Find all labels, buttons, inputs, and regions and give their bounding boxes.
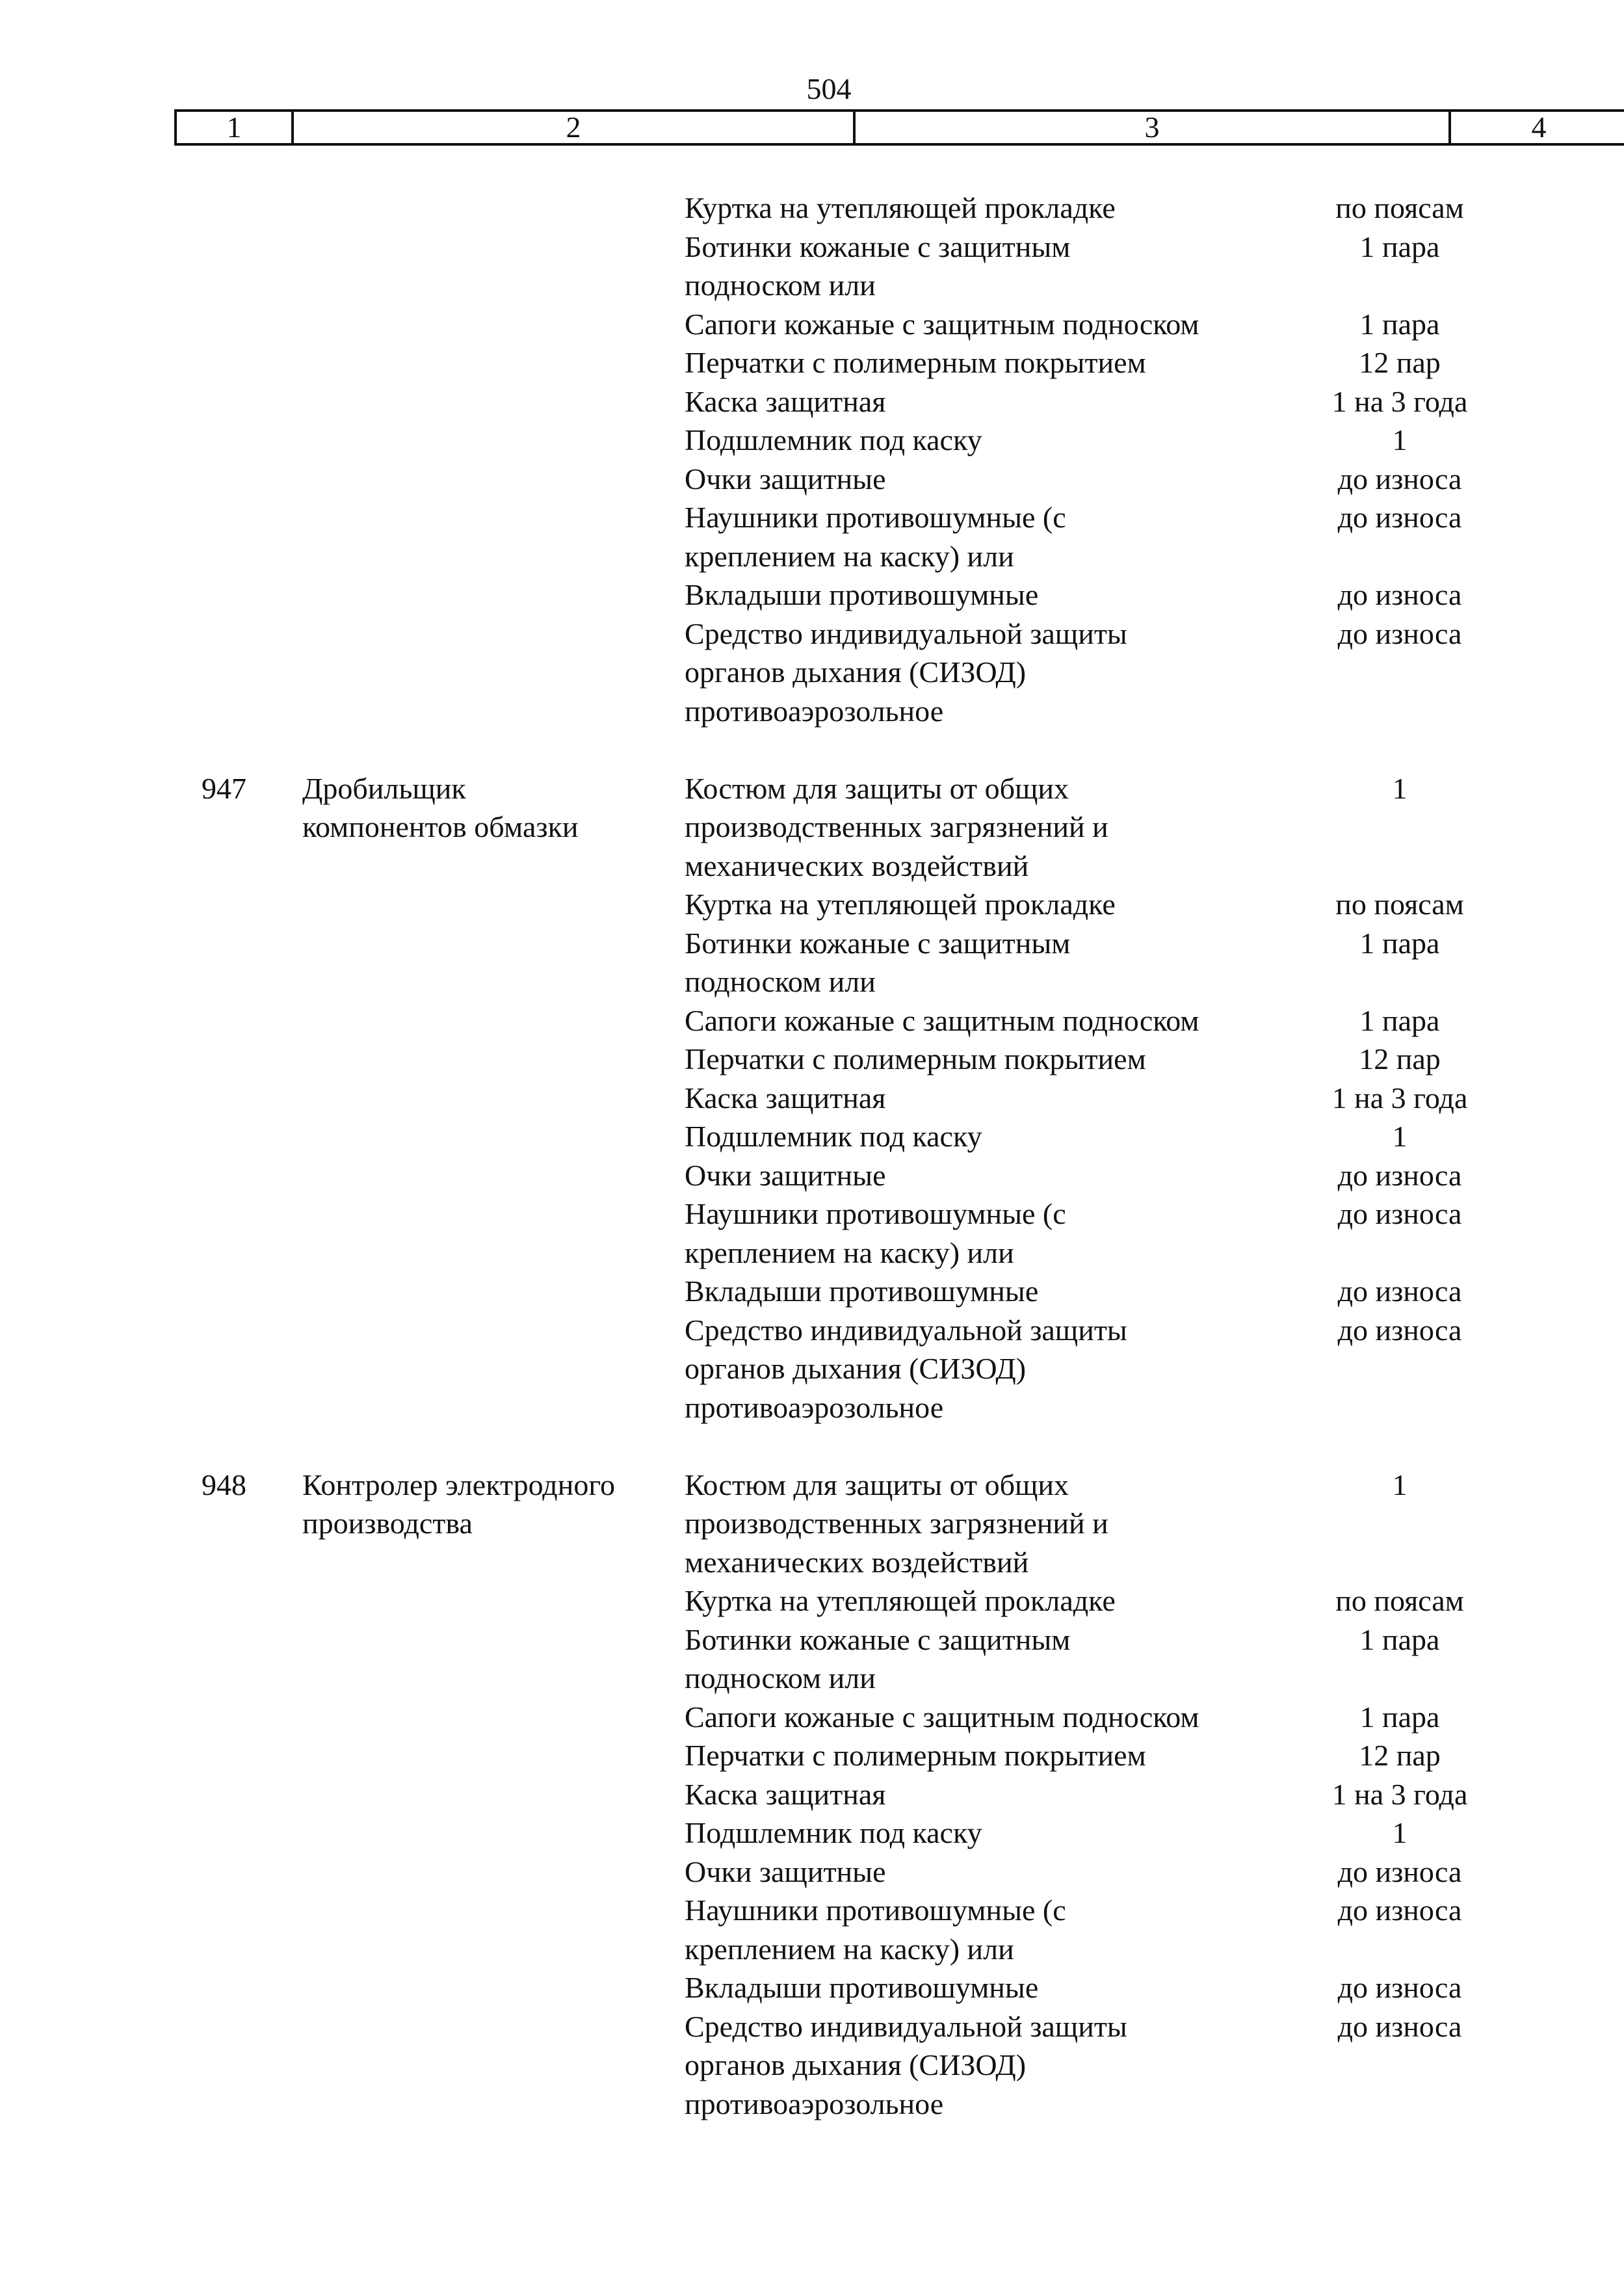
ppe-item-row (0, 1775, 1624, 1814)
ppe-item-row (0, 382, 1624, 421)
ppe-item-name-line: Сапоги кожаные с защитным подноском (685, 1700, 1199, 1734)
ppe-item-name-line: производственных загрязнений и (685, 810, 1108, 843)
ppe-item-name-line: Куртка на утепляющей прокладке (685, 1584, 1116, 1617)
ppe-item-quantity: 12 пар (1359, 346, 1441, 379)
ppe-item-row (0, 1117, 1624, 1156)
ppe-item-quantity: 12 пар (1359, 1042, 1441, 1075)
ppe-item-name-line: Ботинки кожаные с защитным (685, 230, 1071, 263)
profession-line: Дробильщик (302, 771, 466, 805)
ppe-item-row (0, 1194, 1624, 1272)
entry-group (0, 1466, 1624, 2124)
ppe-item-name (685, 228, 1296, 305)
ppe-item-quantity: по поясам (1335, 888, 1464, 921)
ppe-item-name-line: Каска защитная (685, 1081, 886, 1115)
entry-group (0, 769, 1624, 1427)
ppe-item-name-line: креплением на каску) или (685, 1235, 1014, 1269)
ppe-item-quantity: 1 на 3 года (1331, 384, 1468, 418)
ppe-item-row (0, 1968, 1624, 2007)
ppe-item-name (685, 1040, 1296, 1079)
ppe-item-row (0, 1040, 1624, 1079)
ppe-item-quantity: до износа (1337, 1894, 1462, 1927)
ppe-item-name-line: органов дыхания (СИЗОД) (685, 1352, 1027, 1385)
ppe-item-quantity: по поясам (1335, 191, 1464, 224)
ppe-item-row (0, 189, 1624, 228)
ppe-item-name (685, 769, 1296, 886)
ppe-item-name-line: Наушники противошумные (с (685, 1894, 1066, 1927)
ppe-item-quantity: 1 (1392, 771, 1408, 805)
ppe-item-quantity: до износа (1337, 1971, 1462, 2004)
table-body (0, 189, 1624, 2123)
ppe-item-quantity: до износа (1337, 1313, 1462, 1347)
ppe-item-name (685, 614, 1296, 731)
ppe-item-name-line: креплением на каску) или (685, 539, 1014, 573)
ppe-item-name (685, 1311, 1296, 1427)
ppe-item-row (0, 2007, 1624, 2124)
ppe-item-name-line: Вкладыши противошумные (685, 578, 1039, 611)
ppe-item-row (0, 1581, 1624, 1620)
ppe-item-name (685, 460, 1296, 499)
ppe-item-row (0, 1311, 1624, 1427)
ppe-item-name (685, 343, 1296, 382)
ppe-item-row (0, 1079, 1624, 1118)
profession-line: производства (302, 1507, 473, 1540)
ppe-item-name (685, 1272, 1296, 1311)
ppe-item-row (0, 1272, 1624, 1311)
ppe-item-name (685, 1001, 1296, 1040)
ppe-item-name-line: Каска защитная (685, 1777, 886, 1811)
ppe-item-quantity: 1 пара (1359, 1622, 1440, 1656)
ppe-item-name-line: подноском или (685, 1661, 876, 1695)
ppe-item-quantity: 1 пара (1359, 926, 1440, 960)
ppe-item-name-line: Средство индивидуальной защиты (685, 2009, 1127, 2043)
ppe-item-quantity: до износа (1337, 578, 1462, 611)
ppe-item-row (0, 575, 1624, 614)
ppe-item-row (0, 1156, 1624, 1195)
ppe-item-name (685, 1156, 1296, 1195)
ppe-item-name-line: Подшлемник под каску (685, 1120, 982, 1153)
ppe-item-quantity: 1 (1392, 423, 1408, 456)
ppe-item-name-line: Костюм для защиты от общих (685, 1468, 1069, 1501)
profession-line: Контролер электродного (302, 1468, 616, 1501)
ppe-item-name-line: креплением на каску) или (685, 1932, 1014, 1966)
ppe-item-quantity: до износа (1337, 501, 1462, 534)
ppe-item-name (685, 1466, 1296, 1582)
ppe-item-name-line: подноском или (685, 269, 876, 302)
ppe-item-row (0, 1853, 1624, 1892)
ppe-item-name-line: Перчатки с полимерным покрытием (685, 1739, 1146, 1772)
ppe-item-name (685, 1581, 1296, 1620)
ppe-item-quantity: до износа (1337, 2009, 1462, 2043)
ppe-item-name-line: Очки защитные (685, 1158, 886, 1192)
ppe-item-name (685, 421, 1296, 460)
ppe-item-quantity: 1 (1392, 1468, 1408, 1501)
ppe-item-name-line: Ботинки кожаные с защитным (685, 1622, 1071, 1656)
ppe-item-quantity: до износа (1337, 1197, 1462, 1230)
ppe-item-name (685, 2007, 1296, 2124)
ppe-item-name (685, 575, 1296, 614)
ppe-item-name (685, 305, 1296, 344)
ppe-item-name-line: Перчатки с полимерным покрытием (685, 1042, 1146, 1075)
ppe-item-row (0, 460, 1624, 499)
ppe-item-name (685, 1620, 1296, 1698)
ppe-item-name-line: противоаэрозольное (685, 694, 944, 728)
ppe-item-name (685, 1775, 1296, 1814)
ppe-item-quantity: до износа (1337, 462, 1462, 495)
ppe-item-name-line: органов дыхания (СИЗОД) (685, 2048, 1027, 2081)
ppe-item-quantity: 1 (1392, 1816, 1408, 1849)
ppe-item-name-line: Ботинки кожаные с защитным (685, 926, 1071, 960)
ppe-item-name-line: Костюм для защиты от общих (685, 771, 1069, 805)
ppe-item-row (0, 614, 1624, 731)
ppe-item-name-line: механических воздействий (685, 849, 1029, 882)
ppe-item-row (0, 1620, 1624, 1698)
profession-line: компонентов обмазки (302, 810, 579, 843)
ppe-item-row (0, 498, 1624, 575)
entry-group (0, 189, 1624, 730)
ppe-item-name (685, 1853, 1296, 1892)
entry-number: 947 (202, 771, 246, 805)
ppe-item-quantity: 1 на 3 года (1331, 1777, 1468, 1811)
ppe-item-name (685, 1891, 1296, 1968)
ppe-item-name-line: Вкладыши противошумные (685, 1274, 1039, 1308)
ppe-item-name-line: Наушники противошумные (с (685, 1197, 1066, 1230)
ppe-item-quantity: 1 на 3 года (1331, 1081, 1468, 1115)
ppe-item-name-line: Перчатки с полимерным покрытием (685, 346, 1146, 379)
ppe-item-row (0, 1891, 1624, 1968)
ppe-item-name-line: Наушники противошумные (с (685, 501, 1066, 534)
column-header-row (174, 109, 1624, 146)
ppe-item-row (0, 228, 1624, 305)
ppe-item-name-line: Средство индивидуальной защиты (685, 616, 1127, 650)
ppe-item-row (0, 305, 1624, 344)
page-number: 504 (806, 72, 852, 105)
ppe-item-name-line: Подшлемник под каску (685, 1816, 982, 1849)
column-header-4: 4 (1531, 111, 1547, 144)
ppe-item-quantity: 12 пар (1359, 1739, 1441, 1772)
ppe-item-quantity: 1 пара (1359, 1700, 1440, 1734)
ppe-item-name-line: Очки защитные (685, 462, 886, 495)
ppe-item-name (685, 498, 1296, 575)
ppe-item-name (685, 1194, 1296, 1272)
ppe-item-row (0, 343, 1624, 382)
ppe-item-name-line: Очки защитные (685, 1854, 886, 1888)
ppe-item-quantity: до износа (1337, 1158, 1462, 1192)
ppe-item-quantity: до износа (1337, 616, 1462, 650)
ppe-item-name (685, 189, 1296, 228)
ppe-item-name-line: механических воздействий (685, 1545, 1029, 1579)
ppe-item-name (685, 382, 1296, 421)
ppe-item-name-line: Каска защитная (685, 384, 886, 418)
ppe-item-name-line: Куртка на утепляющей прокладке (685, 191, 1116, 224)
ppe-item-quantity: до износа (1337, 1854, 1462, 1888)
ppe-item-quantity: по поясам (1335, 1584, 1464, 1617)
ppe-item-name (685, 1814, 1296, 1853)
column-header-2: 2 (294, 112, 856, 143)
ppe-item-quantity: 1 пара (1359, 1003, 1440, 1037)
ppe-item-row (0, 1736, 1624, 1775)
ppe-item-quantity: 1 пара (1359, 307, 1440, 341)
ppe-item-name-line: противоаэрозольное (685, 1390, 944, 1424)
profession-name (302, 1466, 666, 1543)
profession-name (302, 769, 666, 847)
ppe-item-row (0, 1814, 1624, 1853)
entry-number: 948 (202, 1468, 246, 1501)
ppe-item-quantity: 1 (1392, 1120, 1408, 1153)
ppe-item-name-line: органов дыхания (СИЗОД) (685, 655, 1027, 689)
ppe-item-name-line: Средство индивидуальной защиты (685, 1313, 1127, 1347)
ppe-item-name-line: Сапоги кожаные с защитным подноском (685, 1003, 1199, 1037)
ppe-item-quantity: 1 пара (1359, 230, 1440, 263)
ppe-item-name (685, 1117, 1296, 1156)
ppe-item-row (0, 421, 1624, 460)
ppe-item-name-line: Сапоги кожаные с защитным подноском (685, 307, 1199, 341)
ppe-item-quantity: до износа (1337, 1274, 1462, 1308)
ppe-item-name (685, 1736, 1296, 1775)
ppe-item-name-line: Подшлемник под каску (685, 423, 982, 456)
ppe-item-name (685, 1968, 1296, 2007)
ppe-item-name (685, 1079, 1296, 1118)
ppe-item-name-line: Куртка на утепляющей прокладке (685, 888, 1116, 921)
ppe-item-name-line: противоаэрозольное (685, 2087, 944, 2120)
ppe-item-row (0, 1698, 1624, 1737)
column-header-1: 1 (177, 112, 294, 143)
ppe-item-name-line: производственных загрязнений и (685, 1507, 1108, 1540)
ppe-item-row (0, 1001, 1624, 1040)
ppe-item-name (685, 924, 1296, 1001)
ppe-item-row (0, 885, 1624, 924)
ppe-item-row (0, 924, 1624, 1001)
ppe-item-name (685, 885, 1296, 924)
ppe-item-name (685, 1698, 1296, 1737)
column-header-3: 3 (856, 112, 1451, 143)
ppe-item-name-line: Вкладыши противошумные (685, 1971, 1039, 2004)
ppe-item-name-line: подноском или (685, 965, 876, 998)
